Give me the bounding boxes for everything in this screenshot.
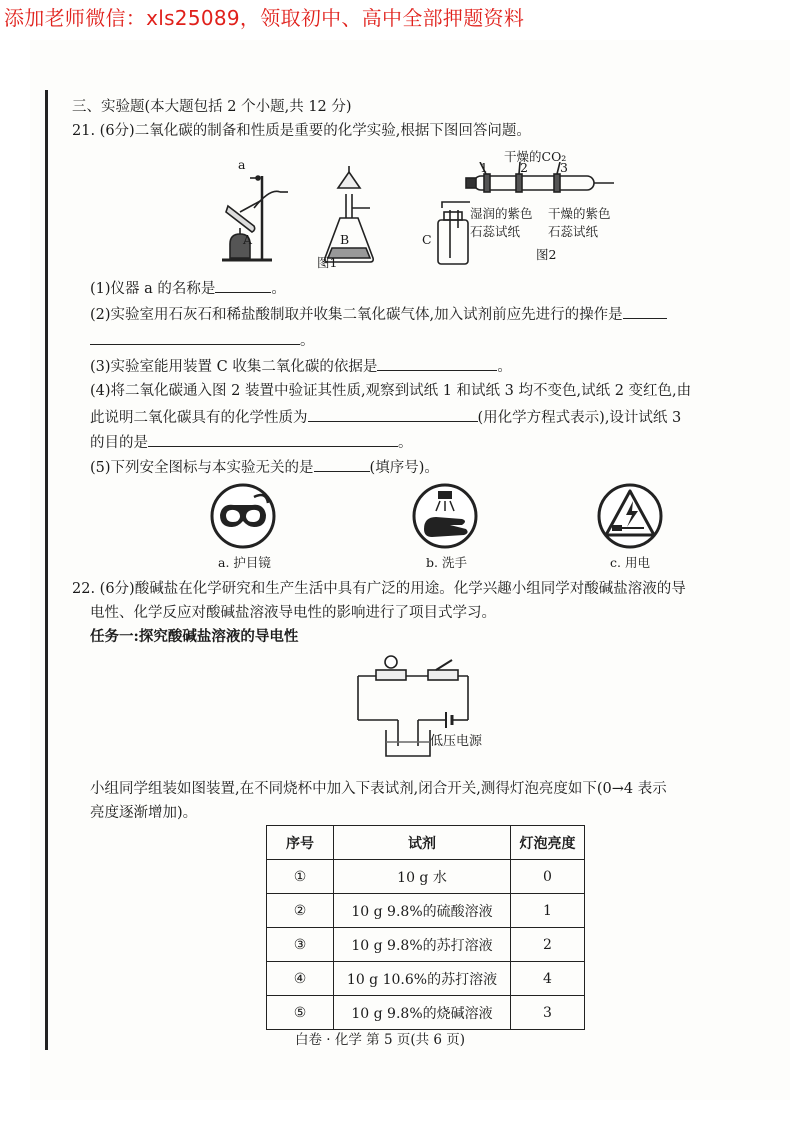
electricity-icon xyxy=(599,485,661,547)
q22-desc-line1: 小组同学组装如图装置,在不同烧杯中加入下表试剂,闭合开关,测得灯泡亮度如下(0→4 表示 xyxy=(90,781,667,797)
header-index: 序号 xyxy=(267,826,334,860)
label-A: A xyxy=(243,232,253,247)
cell-brightness: 0 xyxy=(511,860,585,894)
q1-end: 。 xyxy=(271,281,286,297)
answer-blank-4b[interactable] xyxy=(148,432,398,447)
icon-label-goggles: a. 护目镜 xyxy=(218,555,271,570)
paper-right-line1: 干燥的紫色 xyxy=(548,206,611,221)
q2-end: 。 xyxy=(300,333,315,349)
q21-part3 xyxy=(90,356,512,376)
cell-brightness: 3 xyxy=(511,996,585,1030)
q4-end: 。 xyxy=(398,435,413,451)
label-a: a xyxy=(238,157,246,172)
safety-icons xyxy=(210,483,680,553)
q21-part2-cont xyxy=(90,330,315,350)
answer-blank-5[interactable] xyxy=(314,457,370,472)
paper-left-line1: 湿润的紫色 xyxy=(470,206,533,221)
page-footer: 白卷 · 化学 第 5 页(共 6 页) xyxy=(295,1032,466,1048)
q21-part5 xyxy=(90,457,439,477)
answer-blank-3[interactable] xyxy=(377,356,497,371)
apparatus-b-icon xyxy=(325,166,373,262)
figure-1-apparatus xyxy=(210,148,470,283)
figure-1-caption: 图1 xyxy=(317,255,338,270)
task-1-heading: 任务一:探究酸碱盐溶液的导电性 xyxy=(90,628,299,645)
cell-brightness: 1 xyxy=(511,894,585,928)
figure-2-caption: 图2 xyxy=(536,247,557,262)
paper-number-3: 3 xyxy=(560,160,568,175)
q1-text: (1)仪器 a 的名称是 xyxy=(90,281,216,297)
cell-brightness: 2 xyxy=(511,928,585,962)
header-reagent: 试剂 xyxy=(334,826,511,860)
cell-index: ④ xyxy=(267,962,334,996)
power-supply-label: 低压电源 xyxy=(430,734,483,749)
q21-part4-line1: (4)将二氧化碳通入图 2 装置中验证其性质,观察到试纸 1 和试纸 3 均不变色,试纸 2 变红色,由 xyxy=(90,383,692,399)
table-row xyxy=(267,928,585,962)
paper-right-line2: 石蕊试纸 xyxy=(548,224,599,239)
icon-label-electricity: c. 用电 xyxy=(610,555,650,570)
cell-reagent: 10 g 10.6%的苏打溶液 xyxy=(334,962,511,996)
q21-intro: 21. (6分)二氧化碳的制备和性质是重要的化学实验,根据下图回答问题。 xyxy=(72,123,531,139)
q21-part1 xyxy=(90,278,286,298)
q22-line2: 电性、化学反应对酸碱盐溶液导电性的影响进行了项目式学习。 xyxy=(90,605,496,621)
table-row xyxy=(267,996,585,1030)
watermark-banner: 添加老师微信：xls25089，领取初中、高中全部押题资料 xyxy=(4,6,525,30)
q4-text: 此说明二氧化碳具有的化学性质为 xyxy=(90,410,308,426)
q4-purpose-text: 的目的是 xyxy=(90,435,148,451)
answer-blank-2b[interactable] xyxy=(90,330,300,345)
brightness-table xyxy=(266,825,585,1030)
margin-line xyxy=(45,90,48,1050)
cell-index: ③ xyxy=(267,928,334,962)
paper-number-2: 2 xyxy=(520,160,528,175)
q22-desc-line2: 亮度逐渐增加)。 xyxy=(90,805,198,821)
label-C: C xyxy=(422,232,432,247)
q5-end: (填序号)。 xyxy=(369,460,439,476)
table-row xyxy=(267,860,585,894)
figure-2-title: 干燥的CO₂ xyxy=(504,149,567,164)
q3-text: (3)实验室能用装置 C 收集二氧化碳的依据是 xyxy=(90,359,378,375)
header-brightness: 灯泡亮度 xyxy=(511,826,585,860)
cell-reagent: 10 g 水 xyxy=(334,860,511,894)
paper-left-line2: 石蕊试纸 xyxy=(470,224,521,239)
hand-wash-icon xyxy=(414,485,476,547)
cell-index: ② xyxy=(267,894,334,928)
table-row xyxy=(267,894,585,928)
q21-part4-line2 xyxy=(90,407,681,427)
exam-page xyxy=(30,40,790,1100)
paper-number-1: 1 xyxy=(480,160,488,175)
q2-text: (2)实验室用石灰石和稀盐酸制取并收集二氧化碳气体,加入试剂前应先进行的操作是 xyxy=(90,307,623,323)
q21-part4-line3 xyxy=(90,432,413,452)
apparatus-a-icon xyxy=(222,176,288,260)
answer-blank-2a[interactable] xyxy=(623,304,667,319)
table-header-row xyxy=(267,826,585,860)
cell-index: ⑤ xyxy=(267,996,334,1030)
icon-label-handwash: b. 洗手 xyxy=(426,555,467,570)
q3-end: 。 xyxy=(497,359,512,375)
cell-reagent: 10 g 9.8%的硫酸溶液 xyxy=(334,894,511,928)
q4-text-post: (用化学方程式表示),设计试纸 3 xyxy=(477,410,682,426)
q5-text: (5)下列安全图标与本实验无关的是 xyxy=(90,460,314,476)
cell-reagent: 10 g 9.8%的苏打溶液 xyxy=(334,928,511,962)
goggles-icon xyxy=(212,485,274,547)
answer-blank-4a[interactable] xyxy=(308,407,478,422)
apparatus-c-icon xyxy=(438,202,470,264)
answer-blank-1[interactable] xyxy=(215,278,271,293)
label-B: B xyxy=(340,232,350,247)
cell-brightness: 4 xyxy=(511,962,585,996)
q22-line1: 22. (6分)酸碱盐在化学研究和生产生活中具有广泛的用途。化学兴趣小组同学对酸碱盐溶液的导 xyxy=(72,581,686,597)
cell-reagent: 10 g 9.8%的烧碱溶液 xyxy=(334,996,511,1030)
q21-part2 xyxy=(90,304,667,324)
section-title: 三、实验题(本大题包括 2 个小题,共 12 分) xyxy=(72,99,352,115)
cell-index: ① xyxy=(267,860,334,894)
table-row xyxy=(267,962,585,996)
